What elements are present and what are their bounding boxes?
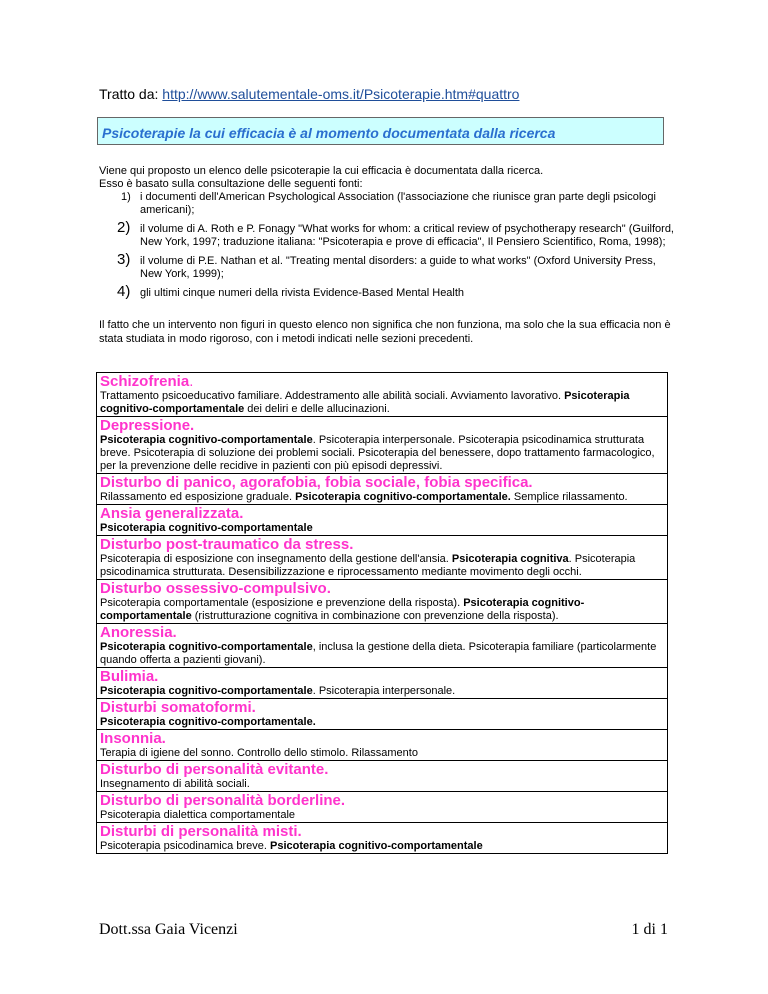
- source-item: [99, 191, 674, 217]
- treatment-bold: Psicoterapia cognitiva: [451, 553, 569, 565]
- treatment-bold: Psicoterapia cognitivo-comportamentale.: [295, 491, 511, 503]
- treatment-plain: . Psicoterapia interpersonale.: [312, 685, 456, 697]
- disorder-title-text: Schizofrenia: [100, 373, 190, 390]
- section-banner: [97, 117, 664, 145]
- disorder-title-text: Depressione.: [100, 417, 195, 434]
- treatment-bold: Psicoterapia cognitivo-comportamentale: [100, 597, 585, 622]
- treatment-bold: Psicoterapia cognitivo-comportamentale: [100, 390, 630, 415]
- source-number: 3): [117, 251, 131, 268]
- treatment-bold: Psicoterapia cognitivo-comportamentale: [100, 641, 313, 653]
- disorder-title: [100, 580, 665, 597]
- disorder-title: [100, 823, 665, 840]
- treatment-plain: . Psicoterapia psicodinamica strutturata. Desensibilizzazione e riprocessamento mediante movimento degli occhi.: [100, 553, 636, 578]
- treatment-text: [100, 716, 665, 729]
- disorder-title-text: Disturbo post-traumatico da stress.: [100, 536, 354, 553]
- disorder-title-text: Disturbi di personalità misti.: [100, 823, 302, 840]
- treatment-text: [100, 747, 665, 760]
- disorder-row: [97, 699, 667, 730]
- source-number: 2): [117, 219, 131, 236]
- treatment-text: [100, 390, 665, 416]
- treatment-plain: Psicoterapia di esposizione con insegnamento della gestione dell'ansia.: [100, 553, 452, 565]
- treatment-bold: Psicoterapia cognitivo-comportamentale.: [100, 716, 316, 728]
- source-text: i documenti dell'American Psychological Association (l'associazione che riunisce gran parte degli psicologi americani);: [140, 191, 656, 216]
- treatment-text: [100, 491, 665, 504]
- treatment-plain: dei deliri e delle allucinazioni.: [244, 403, 390, 415]
- disorder-row: [97, 373, 667, 417]
- treatment-plain: Psicoterapia comportamentale (esposizione e prevenzione della risposta).: [100, 597, 464, 609]
- intro-block: [99, 165, 674, 300]
- footer-author: Dott.ssa Gaia Vicenzi: [99, 921, 238, 938]
- disorder-title: [100, 624, 665, 641]
- disorder-title-text: Disturbi somatoformi.: [100, 699, 256, 716]
- treatment-plain: Trattamento psicoeducativo familiare. Addestramento alle abilità sociali. Avviamento lavorativo.: [100, 390, 565, 402]
- disorder-row: [97, 474, 667, 505]
- treatment-text: [100, 840, 665, 853]
- source-text: il volume di A. Roth e P. Fonagy "What works for whom: a critical review of psychotherapy research" (Guilford, New York, 1997; traduzione italiana: "Psicoterapia e prove di efficacia", Il Pensiero Scientifico, Roma, 1998);: [140, 223, 674, 248]
- disorder-title-text: Ansia generalizzata.: [100, 505, 244, 522]
- source-number: 4): [117, 283, 131, 300]
- sources-list: [99, 191, 674, 300]
- treatment-bold: Psicoterapia cognitivo-comportamentale: [100, 685, 313, 697]
- treatment-text: [100, 641, 665, 667]
- treatment-bold: Psicoterapia cognitivo-comportamentale: [269, 840, 483, 852]
- treatment-plain: Psicoterapia dialettica comportamentale: [100, 809, 296, 821]
- source-label: Tratto da:: [99, 86, 163, 102]
- disorder-title-text: Insonnia.: [100, 730, 166, 747]
- disorder-title: [100, 536, 665, 553]
- disorder-row: [97, 823, 667, 853]
- source-item: [99, 219, 674, 249]
- treatment-text: [100, 597, 665, 623]
- disorder-title-text: Disturbo di personalità borderline.: [100, 792, 346, 809]
- source-line: [99, 86, 519, 102]
- disorder-row: [97, 730, 667, 761]
- disorder-title: [100, 730, 665, 747]
- disorder-row: [97, 624, 667, 668]
- footer-page-number: 1 di 1: [631, 921, 668, 938]
- treatment-plain: Psicoterapia psicodinamica breve.: [100, 840, 270, 852]
- disorder-title-text: Anoressia.: [100, 624, 177, 641]
- treatment-text: [100, 685, 665, 698]
- source-item: [99, 251, 674, 281]
- source-text: il volume di P.E. Nathan et al. "Treating mental disorders: a guide to what works" (Oxford University Press, New York, 1999);: [140, 255, 656, 280]
- treatment-bold: Psicoterapia cognitivo-comportamentale: [100, 522, 313, 534]
- disorder-row: [97, 580, 667, 624]
- disorder-title-text: Bulimia.: [100, 668, 159, 685]
- treatment-plain: Semplice rilassamento.: [510, 491, 628, 503]
- treatment-plain: Terapia di igiene del sonno. Controllo dello stimolo. Rilassamento: [100, 747, 418, 759]
- intro-line-2: Esso è basato sulla consultazione delle seguenti fonti:: [99, 178, 363, 190]
- source-text: gli ultimi cinque numeri della rivista Evidence-Based Mental Health: [140, 287, 465, 299]
- treatment-text: [100, 553, 665, 579]
- treatment-plain: Insegnamento di abilità sociali.: [100, 778, 250, 790]
- disorder-title-text: Disturbo di panico, agorafobia, fobia sociale, fobia specifica.: [100, 474, 533, 491]
- treatment-plain: (ristrutturazione cognitiva in combinazione con prevenzione della risposta).: [191, 610, 559, 622]
- disclaimer-note: Il fatto che un intervento non figuri in questo elenco non significa che non funziona, ma solo che la sua efficacia non è stata studiata in modo rigoroso, con i metodi indicati nelle sezioni precedenti.: [99, 319, 671, 345]
- disorder-title: [100, 474, 665, 491]
- treatment-plain: . Psicoterapia interpersonale. Psicoterapia psicodinamica strutturata breve. Psicoterapia di soluzione dei problemi sociali. Psicoterapia del benessere, dopo trattamento farmacologico, per la prevenzione delle recidive in pazienti con più episodi depressivi.: [100, 434, 655, 472]
- source-link[interactable]: http://www.salutementale-oms.it/Psicoterapie.htm#quattro: [162, 86, 520, 102]
- source-item: [99, 283, 674, 300]
- treatment-text: [100, 778, 665, 791]
- treatment-text: [100, 434, 665, 473]
- disorder-row: [97, 536, 667, 580]
- treatment-text: [100, 809, 665, 822]
- disorder-title: [100, 668, 665, 685]
- disorder-title: [100, 699, 665, 716]
- disorder-row: [97, 668, 667, 699]
- disorder-title: [100, 792, 665, 809]
- disorder-title: [100, 417, 665, 434]
- disorder-title: [100, 373, 665, 390]
- disorder-title-text: Disturbo di personalità evitante.: [100, 761, 329, 778]
- banner-title: Psicoterapie la cui efficacia è al momento documentata dalla ricerca: [102, 125, 556, 141]
- disorders-table: [96, 372, 668, 854]
- source-number: 1): [121, 191, 131, 203]
- treatment-plain: Rilassamento ed esposizione graduale.: [100, 491, 296, 503]
- disorder-title: [100, 505, 665, 522]
- treatment-bold: Psicoterapia cognitivo-comportamentale: [100, 434, 313, 446]
- treatment-plain: , inclusa la gestione della dieta. Psicoterapia familiare (particolarmente quando offerta a pazienti giovani).: [100, 641, 657, 666]
- disorder-row: [97, 417, 667, 474]
- intro-line-1: Viene qui proposto un elenco delle psicoterapie la cui efficacia è documentata dalla ricerca.: [99, 165, 544, 177]
- disorder-row: [97, 505, 667, 536]
- disorder-title-suffix: .: [189, 373, 194, 390]
- disorder-title-text: Disturbo ossessivo-compulsivo.: [100, 580, 331, 597]
- disorder-row: [97, 761, 667, 792]
- treatment-text: [100, 522, 665, 535]
- disorder-row: [97, 792, 667, 823]
- disorder-title: [100, 761, 665, 778]
